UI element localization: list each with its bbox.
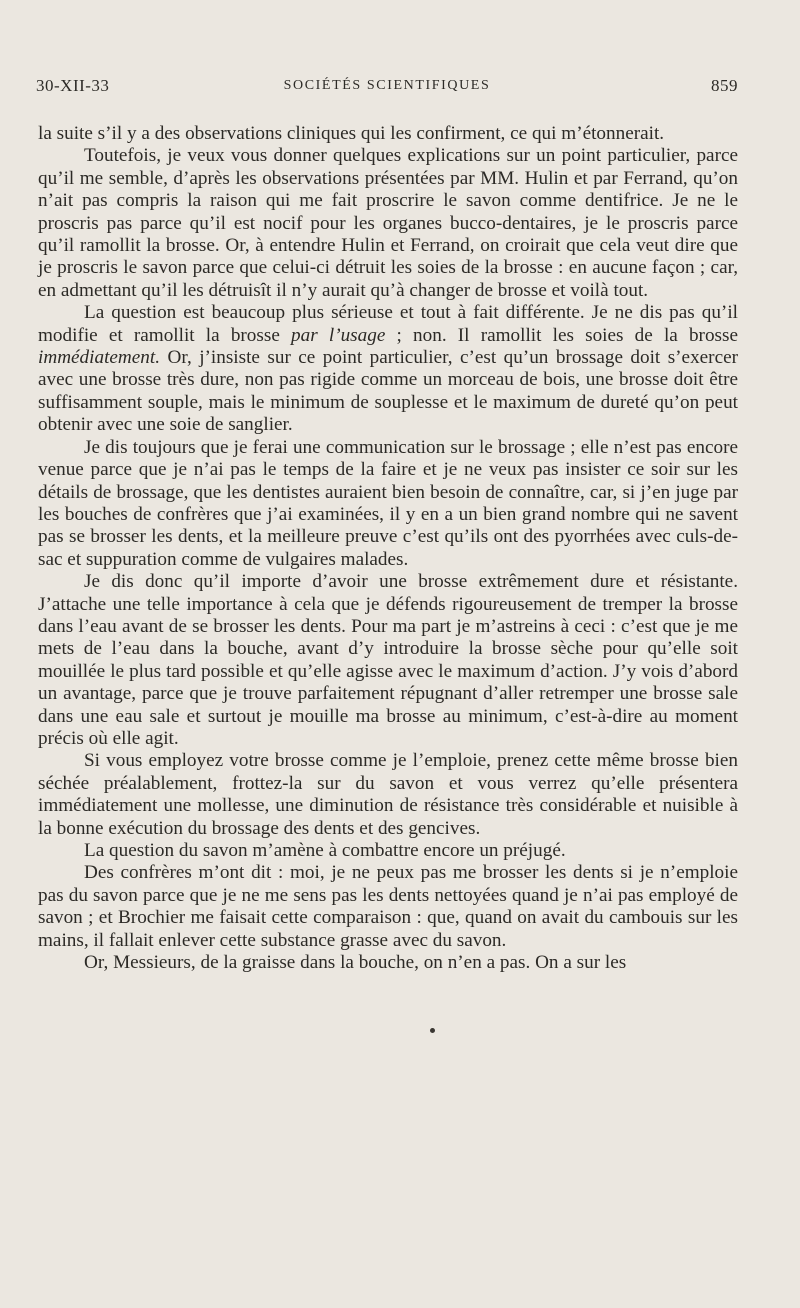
page-number: 859 — [711, 76, 738, 95]
paragraph — [38, 145, 738, 302]
text-run: Si vous employez votre brosse comme je l’emploie, prenez cette même brosse bien séchée préalablement, frottez-la sur du savon et vous verrez qu’elle présentera immédiatement une mollesse, une diminution de résistance très considérable et nuisible à la bonne exécution du brossage des dents et des gencives. — [38, 750, 738, 839]
text-run: Or, j’insiste sur ce point particulier, c’est qu’un brossage doit s’exercer avec une brosse très dure, non pas rigide comme un morceau de bois, une brosse doit être suffisamment souple, mais le minimum de souplesse et le maximum de dureté qu’on peut obtenir avec une soie de sanglier. — [38, 347, 738, 436]
text-run: Des confrères m’ont dit : moi, je ne peux pas me brosser les dents si je n’emploie pas du savon parce que je ne me sens pas les dents nettoyées quand je n’ai pas employé de savon ; et Brochier me faisait cette comparaison : que, quand on avait du cambouis sur les mains, il fallait enlever cette substance grasse avec du savon. — [38, 862, 738, 951]
paragraph — [38, 437, 738, 571]
body-text — [38, 123, 738, 974]
running-head — [36, 74, 738, 98]
paragraph — [38, 571, 738, 750]
text-run: Toutefois, je veux vous donner quelques explications sur un point particulier, parce qu’il me semble, d’après les observations présentées par MM. Hulin et par Ferrand, qu’on n’ait pas compris la raison qui me fait proscrire le savon comme dentifrice. Je ne le proscris pas parce qu’il est nocif pour les organes bucco-dentaires, je le proscris parce qu’il ramollit la brosse. Or, à entendre Hulin et Ferrand, on croirait que cela veut dire que je proscris le savon parce que celui-ci détruit les soies de la brosse : en aucune façon ; car, en admettant qu’il les détruisît il n’y aurait qu’à changer de brosse et voilà tout. — [38, 145, 738, 301]
text-run: la suite s’il y a des observations cliniques qui les confirment, ce qui m’étonnerait. — [38, 123, 665, 144]
italic-text: par l’usage — [291, 324, 386, 346]
paragraph — [38, 750, 738, 840]
section-title: SOCIÉTÉS SCIENTIFIQUES — [283, 78, 491, 93]
paragraph — [38, 123, 738, 145]
text-run: La question du savon m’amène à combattre encore un préjugé. — [84, 840, 566, 861]
paragraph — [38, 840, 738, 862]
text-run: Je dis toujours que je ferai une communication sur le brossage ; elle n’est pas encore venue parce que je n’ai pas le temps de la faire et je ne veux pas insister ce soir sur les détails de brossage, que les dentistes auraient bien besoin de connaître, car, si j’en juge par les bouches de confrères que j’ai examinées, il y en a un bien grand nombre qui ne savent pas se brosser les dents, et la meilleure preuve c’est qu’ils ont des pyorrhées avec culs-de-sac et suppuration comme de vulgaires malades. — [38, 436, 738, 570]
text-run: La question est beaucoup plus sérieuse et tout à fait différente. Je ne dis pas qu’il modifie et ramollit la brosse — [38, 302, 738, 346]
paragraph — [38, 952, 738, 974]
italic-text: immédiatement. — [38, 347, 161, 369]
ink-speck — [430, 1028, 435, 1033]
text-run: Or, Messieurs, de la graisse dans la bouche, on n’en a pas. On a sur les — [84, 952, 627, 974]
text-run: ; non. Il ramollit les soies de la brosse — [385, 324, 738, 346]
text-run: Je dis donc qu’il importe d’avoir une brosse extrêmement dure et résistante. J’attache une telle importance à cela que je défends rigoureusement de tremper la brosse dans l’eau avant de se brosser les dents. Pour ma part je m’astreins à ceci : c’est que je me mets de l’eau dans la bouche, avant d’y introduire la brosse sèche pour qu’elle soit mouillée le plus tard possible et qu’elle agisse avec le maximum d’action. J’y vois d’abord un avantage, parce que je trouve parfaitement répugnant d’aller retremper une brosse sale dans une eau sale et surtout je mouille ma brosse au minimum, c’est-à-dire au moment précis où elle agit. — [38, 571, 738, 749]
paragraph — [38, 862, 738, 952]
issue-date: 30-XII-33 — [36, 76, 110, 95]
paragraph — [38, 302, 738, 436]
